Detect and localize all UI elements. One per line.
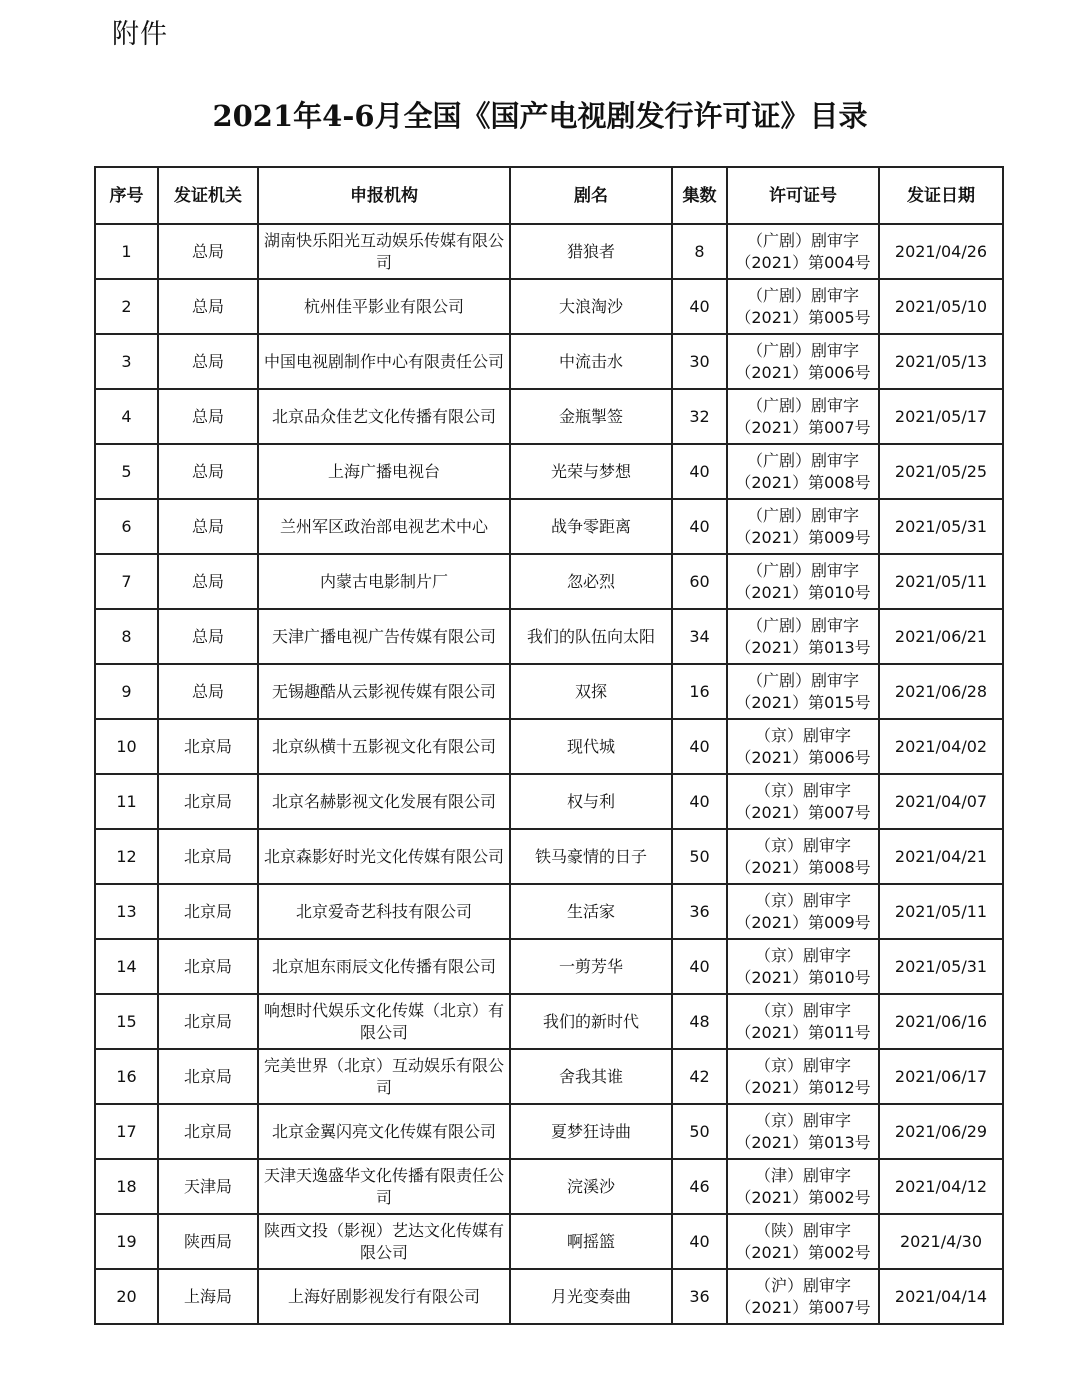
cell-license (727, 444, 879, 499)
license-line-2: （2021）第009号 (735, 912, 871, 932)
cell-drama: 忽必烈 (510, 554, 672, 609)
table-row (95, 719, 1003, 774)
cell-issuer: 总局 (158, 224, 258, 279)
cell-applicant: 北京旭东雨辰文化传播有限公司 (258, 939, 510, 994)
cell-issuer: 总局 (158, 554, 258, 609)
cell-episodes: 46 (672, 1159, 727, 1214)
table-row (95, 279, 1003, 334)
col-header-no: 序号 (95, 167, 158, 224)
cell-episodes: 50 (672, 829, 727, 884)
cell-episodes: 36 (672, 1269, 727, 1324)
license-line-2: （2021）第007号 (735, 417, 871, 437)
table-row (95, 939, 1003, 994)
cell-drama: 月光变奏曲 (510, 1269, 672, 1324)
cell-issuer: 总局 (158, 499, 258, 554)
cell-no: 18 (95, 1159, 158, 1214)
cell-applicant: 天津天逸盛华文化传播有限责任公司 (258, 1159, 510, 1214)
cell-license (727, 939, 879, 994)
cell-issuer: 北京局 (158, 1104, 258, 1159)
cell-license (727, 1049, 879, 1104)
license-line-1: （京）剧审字 (754, 1000, 851, 1020)
cell-drama: 我们的新时代 (510, 994, 672, 1049)
cell-episodes: 36 (672, 884, 727, 939)
cell-no: 9 (95, 664, 158, 719)
cell-applicant: 杭州佳平影业有限公司 (258, 279, 510, 334)
table-row (95, 334, 1003, 389)
cell-date: 2021/05/10 (879, 279, 1003, 334)
cell-license (727, 389, 879, 444)
table-row (95, 1159, 1003, 1214)
table-row (95, 389, 1003, 444)
cell-date: 2021/04/14 (879, 1269, 1003, 1324)
table-row (95, 829, 1003, 884)
cell-drama: 现代城 (510, 719, 672, 774)
license-line-1: （广剧）剧审字 (746, 395, 859, 415)
cell-drama: 一剪芳华 (510, 939, 672, 994)
cell-no: 4 (95, 389, 158, 444)
cell-issuer: 总局 (158, 334, 258, 389)
license-line-1: （京）剧审字 (754, 890, 851, 910)
cell-drama: 光荣与梦想 (510, 444, 672, 499)
cell-license (727, 884, 879, 939)
cell-license (727, 1159, 879, 1214)
cell-license (727, 609, 879, 664)
cell-no: 15 (95, 994, 158, 1049)
attachment-label: 附件 (112, 19, 168, 50)
cell-episodes: 30 (672, 334, 727, 389)
license-line-1: （津）剧审字 (754, 1165, 851, 1185)
cell-date: 2021/05/11 (879, 554, 1003, 609)
cell-date: 2021/4/30 (879, 1214, 1003, 1269)
cell-issuer: 总局 (158, 389, 258, 444)
cell-issuer: 上海局 (158, 1269, 258, 1324)
cell-no: 12 (95, 829, 158, 884)
cell-license (727, 224, 879, 279)
license-line-2: （2021）第011号 (735, 1022, 871, 1042)
cell-issuer: 北京局 (158, 884, 258, 939)
col-header-applicant: 申报机构 (258, 167, 510, 224)
cell-applicant: 北京品众佳艺文化传播有限公司 (258, 389, 510, 444)
cell-date: 2021/06/16 (879, 994, 1003, 1049)
cell-license (727, 554, 879, 609)
license-line-2: （2021）第002号 (735, 1187, 871, 1207)
cell-applicant: 北京纵横十五影视文化有限公司 (258, 719, 510, 774)
cell-drama: 啊摇篮 (510, 1214, 672, 1269)
cell-applicant: 上海广播电视台 (258, 444, 510, 499)
cell-license (727, 829, 879, 884)
cell-license (727, 1104, 879, 1159)
table-row (95, 499, 1003, 554)
cell-license (727, 1214, 879, 1269)
license-line-2: （2021）第010号 (735, 967, 871, 987)
cell-no: 14 (95, 939, 158, 994)
document-title: 2021年4-6月全国《国产电视剧发行许可证》目录 (212, 99, 868, 133)
cell-date: 2021/05/11 (879, 884, 1003, 939)
cell-no: 11 (95, 774, 158, 829)
cell-license (727, 774, 879, 829)
table-row (95, 609, 1003, 664)
license-line-2: （2021）第007号 (735, 1297, 871, 1317)
cell-applicant: 湖南快乐阳光互动娱乐传媒有限公司 (258, 224, 510, 279)
cell-license (727, 499, 879, 554)
cell-no: 16 (95, 1049, 158, 1104)
table-row (95, 1104, 1003, 1159)
cell-drama: 生活家 (510, 884, 672, 939)
table-row (95, 1214, 1003, 1269)
table-row (95, 664, 1003, 719)
cell-date: 2021/04/12 (879, 1159, 1003, 1214)
cell-episodes: 40 (672, 1214, 727, 1269)
license-line-2: （2021）第008号 (735, 857, 871, 877)
col-header-date: 发证日期 (879, 167, 1003, 224)
license-line-2: （2021）第009号 (735, 527, 871, 547)
cell-date: 2021/05/13 (879, 334, 1003, 389)
cell-episodes: 40 (672, 939, 727, 994)
license-line-1: （广剧）剧审字 (746, 505, 859, 525)
cell-license (727, 719, 879, 774)
col-header-license: 许可证号 (727, 167, 879, 224)
license-line-1: （沪）剧审字 (754, 1275, 851, 1295)
license-line-1: （京）剧审字 (754, 725, 851, 745)
cell-episodes: 40 (672, 719, 727, 774)
cell-no: 2 (95, 279, 158, 334)
cell-issuer: 北京局 (158, 994, 258, 1049)
cell-license (727, 1269, 879, 1324)
cell-drama: 舍我其谁 (510, 1049, 672, 1104)
license-table (94, 166, 1004, 1325)
cell-no: 3 (95, 334, 158, 389)
cell-applicant: 北京爱奇艺科技有限公司 (258, 884, 510, 939)
cell-date: 2021/06/21 (879, 609, 1003, 664)
cell-no: 1 (95, 224, 158, 279)
cell-applicant: 上海好剧影视发行有限公司 (258, 1269, 510, 1324)
cell-issuer: 北京局 (158, 939, 258, 994)
cell-applicant: 中国电视剧制作中心有限责任公司 (258, 334, 510, 389)
cell-date: 2021/04/26 (879, 224, 1003, 279)
table-row (95, 554, 1003, 609)
cell-no: 5 (95, 444, 158, 499)
cell-applicant: 响想时代娱乐文化传媒（北京）有限公司 (258, 994, 510, 1049)
license-line-2: （2021）第006号 (735, 362, 871, 382)
license-line-1: （京）剧审字 (754, 780, 851, 800)
cell-issuer: 总局 (158, 444, 258, 499)
license-line-2: （2021）第013号 (735, 1132, 871, 1152)
cell-issuer: 陕西局 (158, 1214, 258, 1269)
cell-drama: 金瓶掣签 (510, 389, 672, 444)
cell-drama: 铁马豪情的日子 (510, 829, 672, 884)
cell-date: 2021/06/28 (879, 664, 1003, 719)
cell-date: 2021/05/25 (879, 444, 1003, 499)
license-line-1: （京）剧审字 (754, 1055, 851, 1075)
cell-no: 8 (95, 609, 158, 664)
cell-episodes: 42 (672, 1049, 727, 1104)
license-line-1: （广剧）剧审字 (746, 285, 859, 305)
cell-date: 2021/05/31 (879, 499, 1003, 554)
license-line-2: （2021）第015号 (735, 692, 871, 712)
table-row (95, 224, 1003, 279)
cell-episodes: 50 (672, 1104, 727, 1159)
cell-drama: 大浪淘沙 (510, 279, 672, 334)
cell-episodes: 40 (672, 499, 727, 554)
cell-applicant: 内蒙古电影制片厂 (258, 554, 510, 609)
cell-drama: 我们的队伍向太阳 (510, 609, 672, 664)
license-line-2: （2021）第008号 (735, 472, 871, 492)
cell-episodes: 48 (672, 994, 727, 1049)
license-line-1: （京）剧审字 (754, 1110, 851, 1130)
cell-applicant: 兰州军区政治部电视艺术中心 (258, 499, 510, 554)
table-row (95, 884, 1003, 939)
cell-license (727, 664, 879, 719)
table-header-row (95, 167, 1003, 224)
cell-no: 6 (95, 499, 158, 554)
license-line-2: （2021）第005号 (735, 307, 871, 327)
cell-applicant: 陕西文投（影视）艺达文化传媒有限公司 (258, 1214, 510, 1269)
cell-license (727, 334, 879, 389)
license-line-1: （广剧）剧审字 (746, 230, 859, 250)
cell-issuer: 总局 (158, 279, 258, 334)
cell-episodes: 40 (672, 774, 727, 829)
cell-license (727, 994, 879, 1049)
license-line-1: （广剧）剧审字 (746, 340, 859, 360)
cell-no: 20 (95, 1269, 158, 1324)
cell-drama: 猎狼者 (510, 224, 672, 279)
cell-episodes: 34 (672, 609, 727, 664)
cell-drama: 双探 (510, 664, 672, 719)
table-row (95, 444, 1003, 499)
cell-date: 2021/04/21 (879, 829, 1003, 884)
cell-issuer: 总局 (158, 664, 258, 719)
cell-license (727, 279, 879, 334)
cell-issuer: 北京局 (158, 829, 258, 884)
cell-issuer: 总局 (158, 609, 258, 664)
cell-drama: 中流击水 (510, 334, 672, 389)
license-line-1: （京）剧审字 (754, 945, 851, 965)
cell-drama: 权与利 (510, 774, 672, 829)
cell-no: 19 (95, 1214, 158, 1269)
cell-no: 13 (95, 884, 158, 939)
license-line-2: （2021）第006号 (735, 747, 871, 767)
license-line-2: （2021）第007号 (735, 802, 871, 822)
cell-applicant: 北京名赫影视文化发展有限公司 (258, 774, 510, 829)
license-line-1: （广剧）剧审字 (746, 560, 859, 580)
cell-applicant: 无锡趣酷从云影视传媒有限公司 (258, 664, 510, 719)
license-line-2: （2021）第004号 (735, 252, 871, 272)
cell-episodes: 60 (672, 554, 727, 609)
cell-date: 2021/04/07 (879, 774, 1003, 829)
license-line-1: （京）剧审字 (754, 835, 851, 855)
license-line-2: （2021）第002号 (735, 1242, 871, 1262)
cell-date: 2021/05/17 (879, 389, 1003, 444)
license-line-2: （2021）第013号 (735, 637, 871, 657)
cell-applicant: 北京金翼闪亮文化传媒有限公司 (258, 1104, 510, 1159)
cell-date: 2021/04/02 (879, 719, 1003, 774)
cell-issuer: 北京局 (158, 1049, 258, 1104)
cell-episodes: 16 (672, 664, 727, 719)
col-header-drama: 剧名 (510, 167, 672, 224)
license-line-1: （广剧）剧审字 (746, 615, 859, 635)
license-line-2: （2021）第010号 (735, 582, 871, 602)
cell-no: 17 (95, 1104, 158, 1159)
license-line-2: （2021）第012号 (735, 1077, 871, 1097)
cell-date: 2021/05/31 (879, 939, 1003, 994)
cell-no: 10 (95, 719, 158, 774)
cell-date: 2021/06/17 (879, 1049, 1003, 1104)
table-row (95, 1269, 1003, 1324)
cell-drama: 战争零距离 (510, 499, 672, 554)
cell-applicant: 天津广播电视广告传媒有限公司 (258, 609, 510, 664)
table-row (95, 774, 1003, 829)
cell-issuer: 北京局 (158, 774, 258, 829)
cell-episodes: 8 (672, 224, 727, 279)
cell-applicant: 北京森影好时光文化传媒有限公司 (258, 829, 510, 884)
col-header-issuer: 发证机关 (158, 167, 258, 224)
cell-issuer: 北京局 (158, 719, 258, 774)
table-body (95, 224, 1003, 1324)
cell-drama: 浣溪沙 (510, 1159, 672, 1214)
cell-drama: 夏梦狂诗曲 (510, 1104, 672, 1159)
cell-date: 2021/06/29 (879, 1104, 1003, 1159)
license-line-1: （广剧）剧审字 (746, 450, 859, 470)
cell-episodes: 32 (672, 389, 727, 444)
license-line-1: （广剧）剧审字 (746, 670, 859, 690)
table-row (95, 994, 1003, 1049)
cell-issuer: 天津局 (158, 1159, 258, 1214)
license-line-1: （陕）剧审字 (754, 1220, 851, 1240)
cell-episodes: 40 (672, 444, 727, 499)
table-row (95, 1049, 1003, 1104)
cell-applicant: 完美世界（北京）互动娱乐有限公司 (258, 1049, 510, 1104)
col-header-episodes: 集数 (672, 167, 727, 224)
cell-no: 7 (95, 554, 158, 609)
cell-episodes: 40 (672, 279, 727, 334)
